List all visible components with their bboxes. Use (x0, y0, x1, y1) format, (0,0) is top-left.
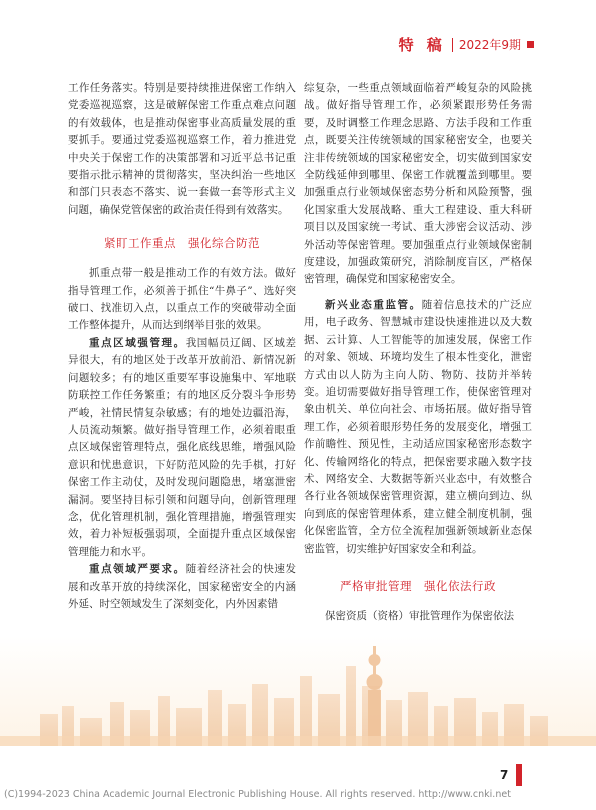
section-heading: 紧盯工作重点 强化综合防范 (104, 236, 260, 251)
city-skyline-illustration (0, 636, 596, 746)
right-column (304, 80, 532, 625)
page-number-bar (516, 764, 522, 786)
copyright-footer: (C)1994-2023 China Academic Journal Electronic Publishing House. All rights reserved. http://www.cnki.net (4, 789, 511, 800)
page-header (399, 34, 534, 55)
paragraph-lead: 重点区域强管理。 (89, 336, 186, 349)
paragraph-body: 随着经济社会的快速发展和改革开放的持续深化，国家秘密安全的内涵外延、时空领域发生了深刻变化，内外因素错 (68, 563, 297, 610)
left-column (68, 80, 296, 613)
issue-label: 2022年9期 (458, 38, 521, 52)
paragraph-lead: 重点领域严要求。 (89, 563, 186, 576)
paragraph-lead: 新兴业态重监管。 (325, 298, 422, 311)
header-divider (452, 38, 453, 52)
paragraph (68, 335, 296, 561)
paragraph-body: 我国幅员辽阔、区域差异很大，有的地区处于改革开放前沿、新情况新问题较多；有的地区重要军事设施集中、军地联防联控工作任务繁重；有的地区反分裂斗争形势严峻，社情民情复杂敏感；有的地处边疆沿海，人员流动频繁。做好指导管理工作，必须着眼重点区域保密管理特点，强化底线思维，增强风险意识和忧患意识，下好防范风险的先手棋，打好保密工作主动仗，及时发现问题隐患，堵塞泄密漏洞。要坚持目标引领和问题导向，创新管理理念，优化管理机制，强化管理措施，增强管理实效，着力补短板强弱项，全面提升重点区域保密管理能力和水平。 (68, 336, 297, 558)
paragraph-body: 随着信息技术的广泛应用，电子政务、智慧城市建设快速推进以及大数据、云计算、人工智能等的加速发展，保密工作的对象、领域、环境均发生了根本性变化，泄密方式由以人防为主向人防、物防、技防并举转变。追切需要做好指导管理工作，使保密管理对象由机关、单位向社会、市场拓展。做好指导管理工作，必须着眼形势任务的发展变化，增强工作前瞻性、预见性，主动适应国家秘密形态数字化、传输网络化的特点，把保密要求融入数字技术、网络安全、大数据等新兴业态中，有效整合各行业各领域保密管理资源，建立横向到边、纵向到底的保密管理体系，建立健全制度机制，强化保密监管，全方位全流程加强新领域新业态保密监管，切实维护好国家安全和利益。 (304, 298, 533, 555)
paragraph: 综复杂，一些重点领域面临着严峻复杂的风险挑战。做好指导管理工作，必须紧跟形势任务需要，及时调整工作理念思路、方法手段和工作重点，既要关注传统领域的国家秘密安全，也要关注非传统领域的国家秘密安全，切实做到国家安全防线延伸到哪里、保密工作就覆盖到哪里。要加强重点行业领域保密态势分析和风险预警，强化国家重大发展战略、重大工程建设、重大科研项目以及国家统一考试、重大涉密会议活动、涉外活动等保密管理。要加强重点行业领域保密制度建设，加强政策研究，消除制度盲区，严格保密管理，确保党和国家秘密安全。 (304, 82, 532, 286)
paragraph: 保密资质（资格）审批管理作为保密依法 (325, 609, 514, 622)
page-number: 7 (500, 768, 509, 782)
header-square-mark (527, 41, 534, 48)
paragraph (68, 561, 296, 613)
paragraph (304, 297, 532, 558)
paragraph: 抓重点带一般是推动工作的有效方法。做好指导管理工作，必须善于抓住“牛鼻子”、选好突破口、找准切入点，以重点工作的突破带动全面工作整体提升，从而达到纲举目张的效果。 (68, 267, 296, 332)
paragraph: 工作任务落实。特别是要持续推进保密工作纳入党委巡视巡察，这是破解保密工作重点难点问题的有效载体，也是推动保密事业高质量发展的重要抓手。要通过党委巡视巡察工作，着力推进党中央关于保密工作的决策部署和习近平总书记重要指示批示精神的贯彻落实，坚决纠治一些地区和部门只表态不落实、说一套做一套等形式主义问题，确保党管保密的政治责任得到有效落实。 (68, 82, 296, 216)
column-title: 特 稿 (398, 36, 446, 54)
section-heading: 严格审批管理 强化依法行政 (340, 578, 496, 593)
